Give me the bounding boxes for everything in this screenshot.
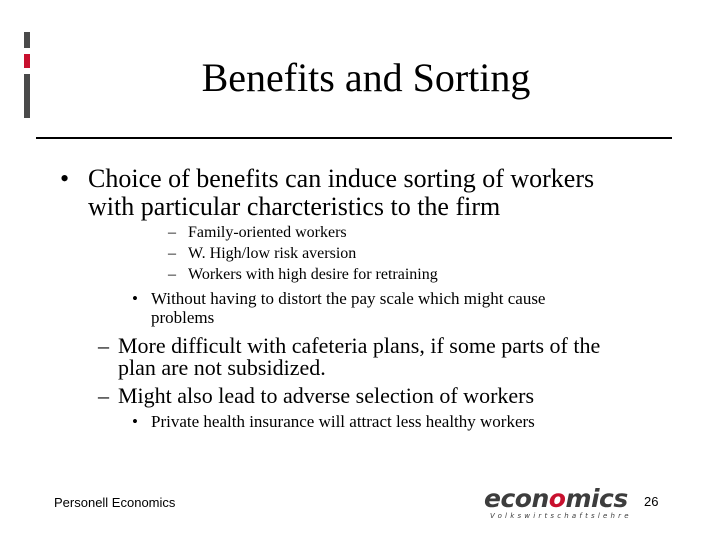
main-bullet-line-2: with particular charcteristics to the firm [88,192,501,221]
economics-logo [484,484,632,521]
dash-marker: – [98,333,109,358]
dash-item-1-line-1: More difficult with cafeteria plans, if some parts of the [118,333,601,358]
dash-marker: – [168,224,176,241]
slide-title: Benefits and Sorting [201,55,531,100]
decorative-bar-accent [24,54,30,68]
logo-wordmark: economics [484,484,628,513]
main-bullet-line-1: Choice of benefits can induce sorting of workers [88,164,595,193]
dash-item-1-line-2: plan are not subsidized. [118,355,326,380]
sub-item-3: Workers with high desire for retraining [188,266,438,283]
dash-marker: – [168,245,176,262]
decorative-bar-top [24,32,30,48]
bullet-marker: • [132,289,138,308]
sub-item-1: Family-oriented workers [188,224,347,241]
sub-item-2: W. High/low risk aversion [188,245,357,262]
page-number: 26 [644,494,659,509]
dash-marker: – [168,266,176,283]
decorative-bar-bottom [24,74,30,118]
dot-item-line-2: problems [151,308,215,327]
dash-item-2: Might also lead to adverse selection of workers [118,383,535,408]
dot-item-line-1: Without having to distort the pay scale which might cause [151,289,546,308]
title-divider [36,137,672,139]
dot-item-2: Private health insurance will attract less healthy workers [151,412,535,431]
bullet-marker: • [60,164,70,193]
bullet-marker: • [132,412,138,431]
dash-marker: – [98,383,109,408]
footer-course-name: Personell Economics [54,495,176,510]
logo-subtitle: Volkswirtschaftslehre [490,512,632,520]
